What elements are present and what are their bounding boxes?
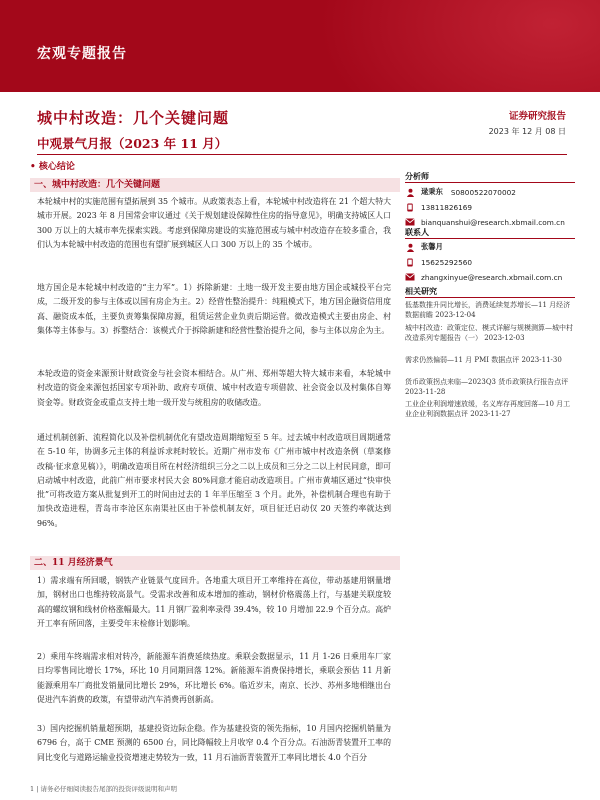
contact-email-row[interactable] — [405, 272, 562, 282]
contact-panel — [405, 226, 575, 239]
section-heading-2: 二、11 月经济景气 — [30, 556, 400, 570]
analysts-heading: 分析师 — [405, 170, 575, 183]
related-item[interactable]: 货币政策拐点来临—2023Q3 货币政策执行报告点评 2023-11-28 — [405, 378, 569, 397]
person-icon — [405, 242, 415, 252]
report-title: 城中村改造：几个关键问题 — [37, 109, 230, 127]
contact-phone: 15625292560 — [421, 257, 473, 267]
related-item[interactable]: 低基数推升同比增长，消费延续复苏增长—11 月经济数据前瞻 2023-12-04 — [405, 301, 571, 320]
person-icon — [405, 187, 415, 197]
paragraph: 本轮城中村的实施范围有望拓展到 35 个城市。从政策表态上看，本轮城中村改造将在 21 个超大特大城市开展。2023 年 8 月国常会审议通过《关于规划建设保障性住房的指导意见》，明确支持城区人口 300 万以上的大城市率先探索实践。考虑到保障房建设的实施范围或与城中村改造存在较多重合，我们认为本轮城中村改造的范围也有望扩展到城区人口 300 万以上的 35 个城市。 — [37, 197, 391, 249]
contact-heading: 联系人 — [405, 226, 575, 239]
footer-disclaimer: 1 | 请务必仔细阅读报告尾部的投资评级说明和声明 — [30, 785, 177, 793]
phone-icon — [405, 202, 415, 212]
banner-decoration — [300, 0, 600, 92]
bullet-icon: • — [30, 162, 36, 172]
analyst-name: 逯秉东 — [421, 187, 443, 196]
contact-name: 张馨月 — [421, 242, 443, 251]
related-heading: 相关研究 — [405, 285, 575, 298]
research-label: 证券研究报告 — [508, 111, 566, 122]
paragraph: 通过机制创新、流程简化以及补偿机制优化有望改造周期缩短至 5 年。过去城中村改造项目周期通常在 5-10 年，协调多元主体的利益诉求耗时较长。近期广州市发布《广州市城中村改造条例（草案修改稿·征求意见稿）》，明确改造项目所在村经济组织三分之二以上成员和三分之二以上村民同意，即可启动城中村改造，此前广州市要求村民大会 80%同意才能启动改造项目。广州市黄埔区通过“快审快批”可将改造方案从批复到开工的时间由过去的 1 年半压缩至 3 个月。此外，补偿机制合理也有助于加快改造进程，青岛市李沧区东南渠社区由于补偿机制友好，项目征迁启动仅 20 天签约率就达到 96%。 — [37, 433, 391, 528]
analyst-phone: 13811826169 — [421, 202, 473, 212]
paragraph: 地方国企是本轮城中村改造的“主力军”。1）拆除新建：土地一级开发主要由地方国企或城投平台完成，二级开发的参与主体或以国有房企为主。2）经营性整治提升：纯粗模式下，地方国企融资信用度高、融资成本低，主要负责筹集保障房源，租赁运营企业负责后期运营。微改造模式主要由房企、村集体等主体参与。3）拆整结合：该模式介于拆除新建和经营性整治提升之间，参与主体以房企为主。 — [37, 283, 391, 335]
analyst-cert: S0800522070002 — [450, 187, 516, 197]
divider — [37, 154, 567, 155]
contact-email[interactable]: zhangxinyue@research.xbmail.com.cn — [421, 272, 563, 282]
related-item[interactable]: 工业企业利润增速放缓，名义库存再度回落—10 月工业企业利润数据点评 2023-11-27 — [405, 400, 571, 419]
section-heading-1: 一、城中村改造：几个关键问题 — [30, 178, 400, 192]
analyst-row — [405, 187, 516, 197]
analyst-phone-row — [405, 202, 472, 212]
paragraph: 1）需求端有所回暖，钢铁产业链景气度回升。各地重大项目开工率维持在高位，带动基建用钢量增加，钢材出口也维持较高景气。受需求改善和成本增加的推动，钢材价格震荡上行，与基建关联度较高的螺纹钢和线材价格涨幅最大。11 月钢厂盈利率录得 39.4%，较 10 月增加 22.9 个百分点。高炉开工率有所回落，主要受年末检修计划影响。 — [37, 576, 391, 628]
report-subtitle: 中观景气月报（2023 年 11 月） — [37, 136, 228, 151]
contact-row — [405, 242, 451, 252]
phone-icon — [405, 257, 415, 267]
paragraph: 2）乘用车终端需求相对转冷，新能源车消费延续热度。乘联会数据显示，11 月 1-26 日乘用车厂家日均零售同比增长 17%，环比 10 月同期回落 12%。新能源车消费保持增长，乘联会预估 11 月新能源乘用车厂商批发销量同比增长 29%，环比增长 6%。临近岁末，南京、长沙、苏州多地相继出台促进汽车消费的政策，有望带动汽车消费再创新高。 — [37, 652, 391, 704]
paragraph: 3）国内挖掘机销量超预期，基建投资边际企稳。作为基建投资的领先指标，10 月国内挖掘机销量为 6796 台，高于 CME 预测的 6500 台，同比降幅较上月收窄 0.4 个百分点。石油沥青装置开工率的同比变化与道路运输业投资增速走势较为一致，11 月石油沥青装置开工率同比增长 4.0 个百分 — [37, 724, 391, 762]
report-type: 宏观专题报告 — [37, 46, 127, 62]
paragraph: 本轮改造的资金来源预计财政资金与社会资本相结合。从广州、郑州等超大特大城市来看，本轮城中村改造的资金来源包括国家专项补助、政府专项债、城中村改造专项借款、社会资金以及村集体自筹资金等。财政资金或重点支持土地一级开发与统租房的收储改造。 — [37, 369, 391, 407]
report-date: 2023 年 12 月 08 日 — [488, 127, 566, 136]
core-conclusion-label: • 核心结论 — [30, 162, 75, 172]
email-icon — [405, 272, 415, 282]
analyst-email[interactable]: bianquanshui@research.xbmail.com.cn — [421, 217, 565, 227]
analysts-panel — [405, 170, 575, 183]
related-item[interactable]: 城中村改造：政策定位、模式详解与规模测算—城中村改造系列专题报告（一） 2023-12-03 — [405, 324, 573, 343]
contact-phone-row — [405, 257, 472, 267]
related-panel — [405, 285, 575, 298]
header-banner — [0, 0, 600, 92]
related-item[interactable]: 需求仍然偏弱—11 月 PMI 数据点评 2023-11-30 — [405, 356, 562, 364]
